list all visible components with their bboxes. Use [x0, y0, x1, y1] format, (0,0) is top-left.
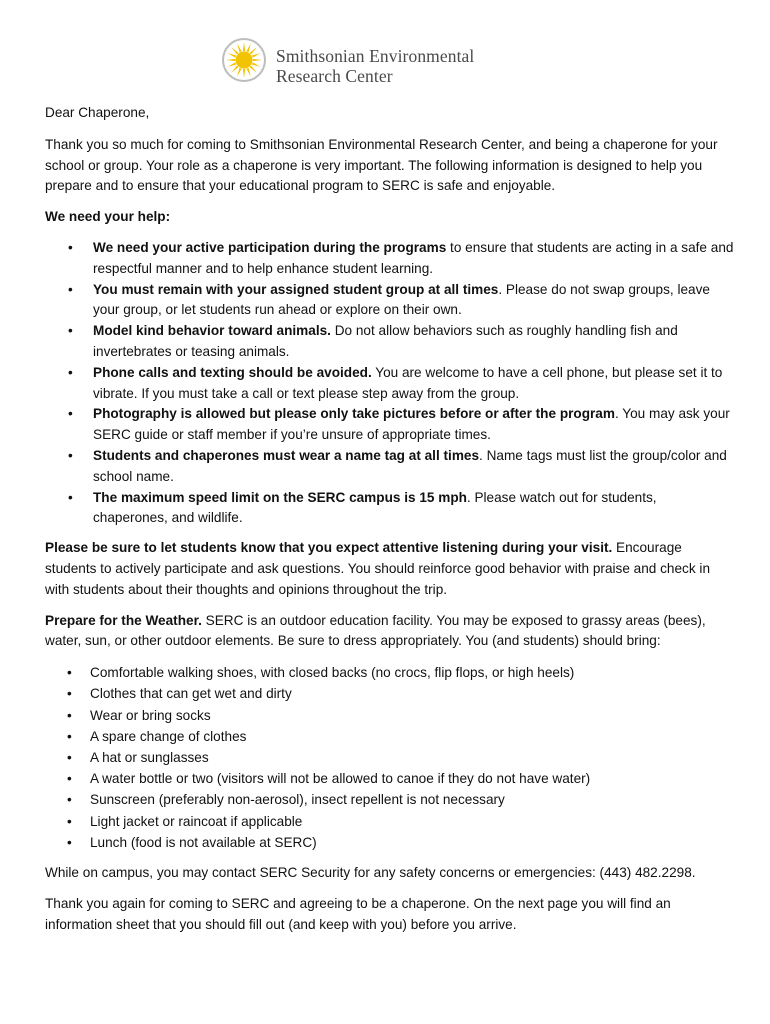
rule-item [45, 404, 735, 446]
weather-paragraph [45, 611, 735, 653]
bring-item [45, 662, 735, 683]
help-heading: We need your help: [45, 209, 171, 225]
listening-text: Encourage students to actively participate and ask questions. You should reinforce good behavior with praise and check in with students about their thoughts and opinions throughout the trip. [45, 540, 710, 597]
rule-item [45, 446, 735, 488]
bring-text: A water bottle or two (visitors will not be allowed to canoe if they do not have water) [90, 771, 591, 787]
weather-text: SERC is an outdoor education facility. You may be exposed to grassy areas (bees), water, sun, or other outdoor elements. Be sure to dress appropriately. You (and students) should bring: [45, 612, 706, 649]
rule-item [45, 321, 735, 363]
rule-text: . Please watch out for students, chaperones, and wildlife. [93, 489, 657, 526]
bullet-icon: • [68, 489, 73, 505]
bullet-icon: • [68, 406, 73, 422]
rule-item [45, 238, 735, 280]
rule-item [45, 363, 735, 405]
bullet-icon: • [67, 707, 72, 723]
rule-bold: Photography is allowed but please only take pictures before or after the program [93, 406, 615, 422]
logo-wordmark [276, 46, 474, 86]
bullet-icon: • [68, 447, 73, 463]
rule-bold: You must remain with your assigned student group at all times [93, 281, 499, 297]
bring-item [45, 768, 735, 789]
bullet-icon: • [67, 813, 72, 829]
bring-text: A spare change of clothes [90, 728, 247, 744]
bring-text: Sunscreen (preferably non-aerosol), insect repellent is not necessary [90, 792, 505, 808]
bullet-icon: • [67, 686, 72, 702]
rule-item [45, 488, 735, 530]
bring-text: Clothes that can get wet and dirty [90, 686, 292, 702]
rule-text: . Please do not swap groups, leave your group, or let students run ahead or explore on their own. [93, 281, 710, 318]
bring-text: Lunch (food is not available at SERC) [90, 834, 317, 850]
bullet-icon: • [68, 323, 73, 339]
bullet-icon: • [67, 665, 72, 681]
listening-paragraph [45, 538, 735, 600]
bullet-icon: • [67, 792, 72, 808]
bring-item [45, 832, 735, 853]
rule-text: Do not allow behaviors such as roughly handling fish and invertebrates or teasing animals. [93, 323, 678, 359]
bring-item [45, 726, 735, 747]
rule-text: . You may ask your SERC guide or staff member if you’re unsure of appropriate times. [93, 406, 730, 443]
logo-line-1: Smithsonian Environmental [276, 46, 475, 66]
bullet-icon: • [67, 771, 72, 787]
rule-bold: Model kind behavior toward animals. [93, 323, 331, 339]
bullet-icon: • [68, 239, 73, 255]
bullet-icon: • [67, 749, 72, 765]
rule-bold: The maximum speed limit on the SERC campus is 15 mph [93, 489, 467, 505]
weather-bold: Prepare for the Weather. [45, 612, 202, 628]
closing-paragraph: Thank you again for coming to SERC and agreeing to be a chaperone. On the next page you will find an information sheet that you should fill out (and keep with you) before you arrive. [45, 895, 671, 932]
bring-item [45, 747, 735, 768]
letter-body [45, 103, 735, 945]
intro-paragraph: Thank you so much for coming to Smithsonian Environmental Research Center, and being a chaperone for your school or group. Your role as a chaperone is very important. The following information is designed to help you prepare and to ensure that your educational program to SERC is safe and enjoyable. [45, 136, 718, 194]
bring-list [45, 662, 735, 853]
bring-text: Comfortable walking shoes, with closed backs (no crocs, flip flops, or high heels) [90, 665, 575, 681]
bring-text: Wear or bring socks [90, 707, 211, 723]
rule-bold: Students and chaperones must wear a name tag at all times [93, 447, 480, 463]
bring-text: Light jacket or raincoat if applicable [90, 813, 303, 829]
security-paragraph: While on campus, you may contact SERC Security for any safety concerns or emergencies: (443) 482.2298. [45, 864, 696, 880]
bullet-icon: • [67, 728, 72, 744]
bullet-icon: • [68, 364, 73, 380]
rules-list [45, 238, 735, 529]
greeting: Dear Chaperone, [45, 105, 150, 120]
rule-text: You are welcome to have a cell phone, but please set it to vibrate. If you must take a call or text please step away from the group. [93, 364, 723, 401]
bullet-icon: • [68, 281, 73, 297]
logo-line-2: Research Center [276, 66, 393, 86]
bring-text: A hat or sunglasses [90, 749, 209, 765]
bring-item [45, 683, 735, 704]
bring-item [45, 705, 735, 726]
rule-bold: We need your active participation during the programs [93, 239, 447, 255]
rule-text: . Name tags must list the group/color and school name. [93, 447, 727, 484]
sun-seal-icon [221, 37, 267, 83]
bring-item [45, 789, 735, 810]
bullet-icon: • [67, 834, 72, 850]
rule-item [45, 280, 735, 322]
listening-bold: Please be sure to let students know that you expect attentive listening during your visit. [45, 540, 613, 556]
bring-item [45, 811, 735, 832]
rule-bold: Phone calls and texting should be avoided. [93, 364, 372, 380]
rule-text: to ensure that students are acting in a safe and respectful manner and to help enhance student learning. [93, 239, 734, 276]
serc-logo [221, 37, 521, 89]
